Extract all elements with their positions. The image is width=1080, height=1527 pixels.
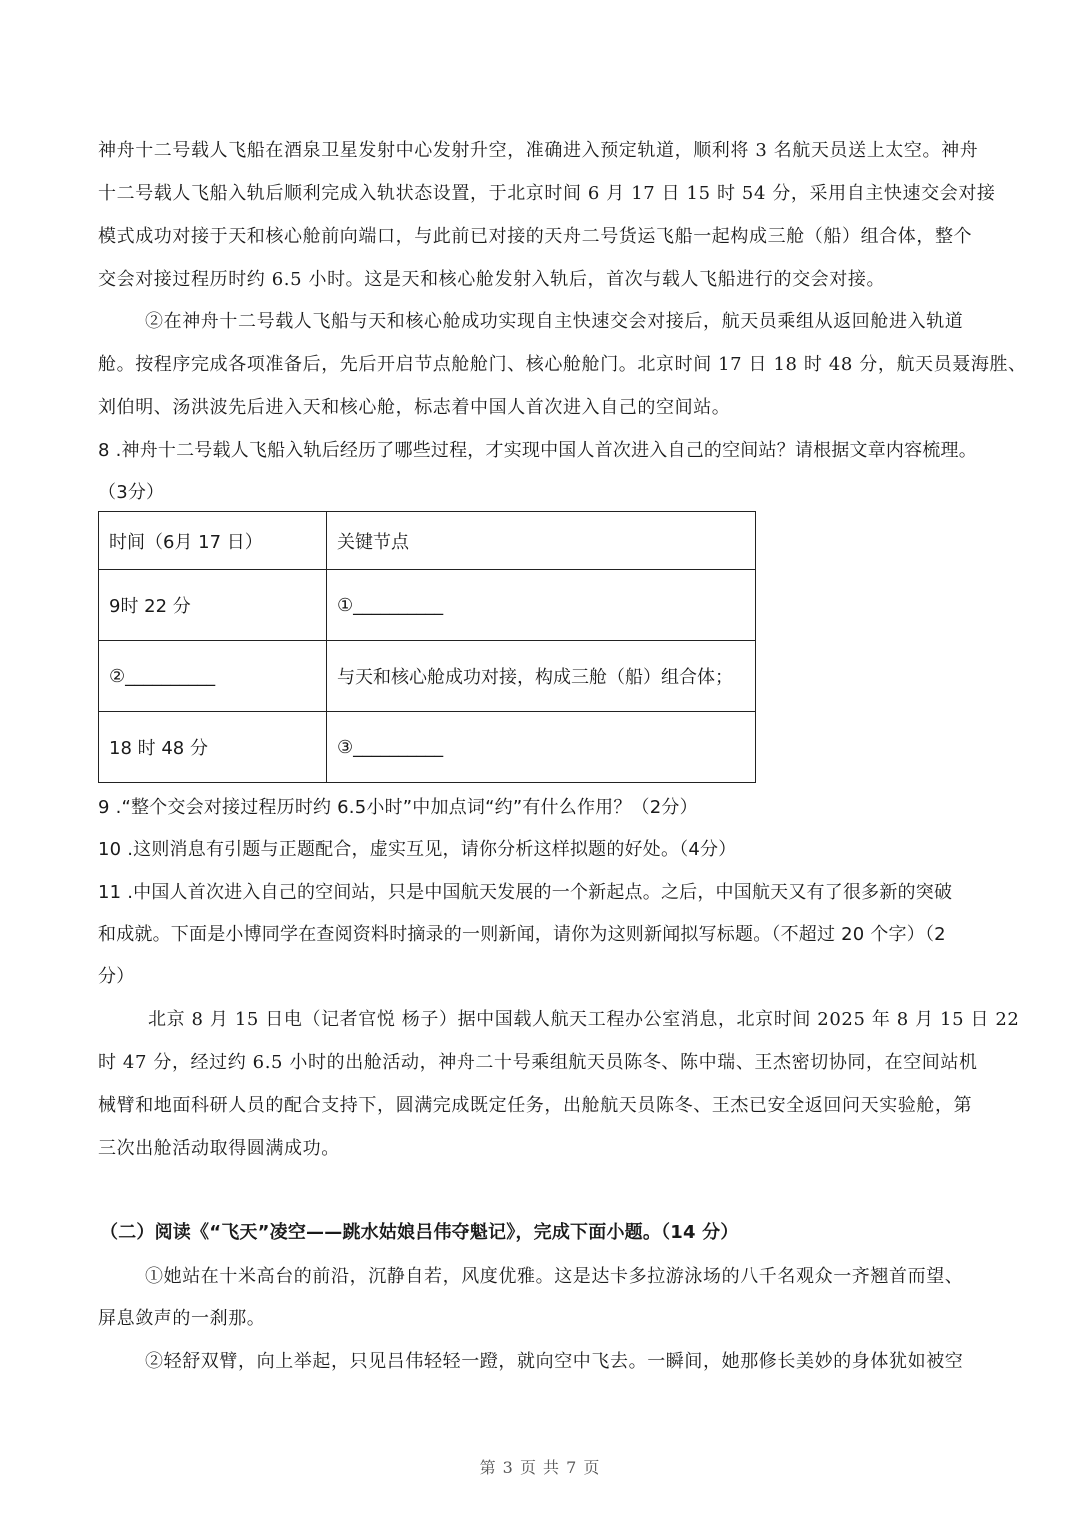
section-2-line: 屏息敛声的一刹那。: [98, 1308, 266, 1329]
news-line: 时 47 分，经过约 6.5 小时的出舱活动，神舟二十号乘组航天员陈冬、陈中瑞、王杰密切协同，在空间站机: [98, 1052, 978, 1073]
news-line: 北京 8 月 15 日电（记者官悦 杨子）据中国载人航天工程办公室消息，北京时间 2025 年 8 月 15 日 22: [148, 1009, 1020, 1030]
question-11: 11 .中国人首次进入自己的空间站，只是中国航天发展的一个新起点。之后，中国航天又有了很多新的突破: [98, 882, 953, 903]
answer-blank-1: ①__________: [327, 570, 756, 641]
table-header-node: 关键节点: [327, 512, 756, 570]
question-11: 分）: [98, 966, 135, 987]
passage-line: 十二号载人飞船入轨后顺利完成入轨状态设置，于北京时间 6 月 17 日 15 时 54 分，采用自主快速交会对接: [98, 183, 996, 204]
table-row: [99, 641, 756, 712]
table-cell: 9时 22 分: [99, 570, 327, 641]
question-10: 10 .这则消息有引题与正题配合，虚实互见，请你分析这样拟题的好处。（4分）: [98, 839, 737, 860]
question-11: 和成就。下面是小博同学在查阅资料时摘录的一则新闻，请你为这则新闻拟写标题。（不超过 20 个字）（2: [98, 924, 946, 945]
passage-line: 神舟十二号载人飞船在酒泉卫星发射中心发射升空，准确进入预定轨道，顺利将 3 名航天员送上太空。神舟: [98, 140, 979, 161]
passage-line: 模式成功对接于天和核心舱前向端口，与此前已对接的天舟二号货运飞船一起构成三舱（船）组合体，整个: [98, 226, 973, 247]
section-2-title: （二）阅读《“飞天”凌空——跳水姑娘吕伟夺魁记》，完成下面小题。（14 分）: [100, 1222, 739, 1243]
passage-line: 刘伯明、汤洪波先后进入天和核心舱，标志着中国人首次进入自己的空间站。: [98, 397, 731, 418]
question-8: 8 .神舟十二号载人飞船入轨后经历了哪些过程，才实现中国人首次进入自己的空间站？请根据文章内容梳理。: [98, 440, 977, 461]
passage-line: ②在神舟十二号载人飞船与天和核心舱成功实现自主快速交会对接后，航天员乘组从返回舱进入轨道: [145, 311, 964, 332]
table-row: [99, 712, 756, 783]
section-2-line: ②轻舒双臂，向上举起，只见吕伟轻轻一蹬，就向空中飞去。一瞬间，她那修长美妙的身体犹如被空: [145, 1351, 964, 1372]
timeline-table: [98, 511, 756, 783]
table-row: [99, 570, 756, 641]
answer-blank-2: ②__________: [99, 641, 327, 712]
news-line: 三次出舱活动取得圆满成功。: [98, 1138, 340, 1159]
section-2-line: ①她站在十米高台的前沿，沉静自若，风度优雅。这是达卡多拉游泳场的八千名观众一齐翘首而望、: [145, 1266, 964, 1287]
answer-blank-3: ③__________: [327, 712, 756, 783]
passage-line: 舱。按程序完成各项准备后，先后开启节点舱舱门、核心舱舱门。北京时间 17 日 18 时 48 分，航天员聂海胜、: [98, 354, 1027, 375]
question-9: 9 .“整个交会对接过程历时约 6.5小时”中加点词“约”有什么作用？（2分）: [98, 797, 698, 818]
table-header-row: [99, 512, 756, 570]
table-cell: 18 时 48 分: [99, 712, 327, 783]
table-cell: 与天和核心舱成功对接，构成三舱（船）组合体；: [327, 641, 756, 712]
page-number: 第 3 页 共 7 页: [479, 1458, 601, 1477]
question-8-score: （3分）: [98, 482, 165, 503]
table-header-time: 时间（6月 17 日）: [99, 512, 327, 570]
passage-line: 交会对接过程历时约 6.5 小时。这是天和核心舱发射入轨后，首次与载人飞船进行的交会对接。: [98, 269, 886, 290]
news-line: 械臂和地面科研人员的配合支持下，圆满完成既定任务，出舱航天员陈冬、王杰已安全返回问天实验舱，第: [98, 1095, 973, 1116]
